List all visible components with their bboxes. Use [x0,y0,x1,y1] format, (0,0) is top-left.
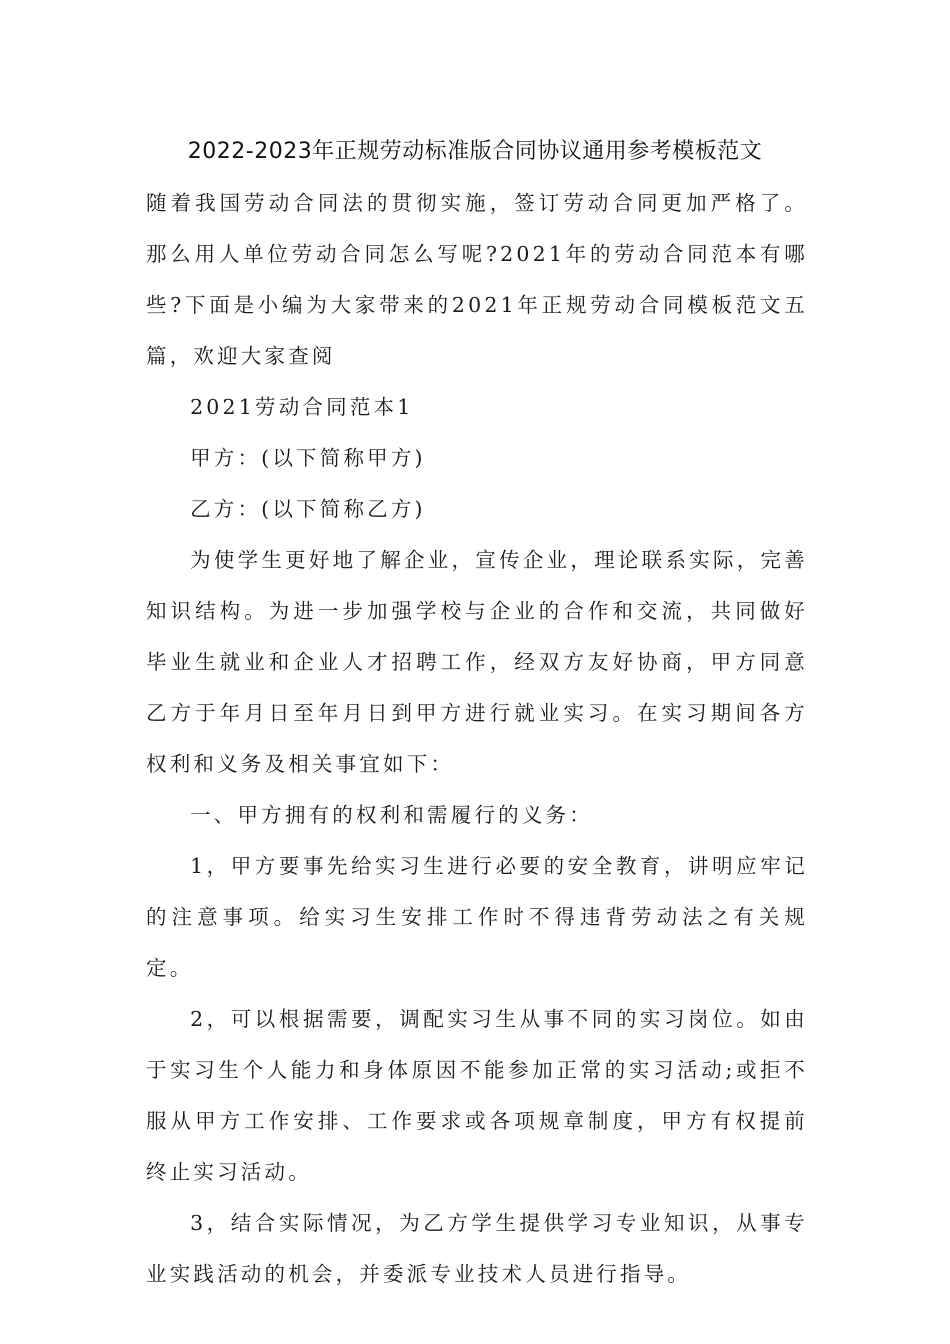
clause-2-paragraph: 2，可以根据需要，调配实习生从事不同的实习岗位。如由于实习生个人能力和身体原因不能参加正常的实习活动;或拒不服从甲方工作安排、工作要求或各项规章制度，甲方有权提前终止实习活动。 [146,1007,808,1184]
intro-paragraph: 随着我国劳动合同法的贯彻实施，签订劳动合同更加严格了。那么用人单位劳动合同怎么写呢?2021年的劳动合同范本有哪些?下面是小编为大家带来的2021年正规劳动合同模板范文五篇，欢迎大家查阅 [146,191,808,368]
section-heading: 2021劳动合同范本1 [190,395,414,419]
clause-3-paragraph: 3，结合实际情况，为乙方学生提供学习专业知识，从事专业实践活动的机会，并委派专业技术人员进行指导。 [146,1211,808,1286]
clause-1-paragraph: 1，甲方要事先给实习生进行必要的安全教育，讲明应牢记的注意事项。给实习生安排工作时不得违背劳动法之有关规定。 [146,854,808,980]
purpose-paragraph: 为使学生更好地了解企业，宣传企业，理论联系实际，完善知识结构。为进一步加强学校与企业的合作和交流，共同做好毕业生就业和企业人才招聘工作，经双方友好协商，甲方同意乙方于年月日至年月日到甲方进行就业实习。在实习期间各方权利和义务及相关事宜如下： [146,548,808,776]
document-body [146,178,808,1300]
clause-heading: 一、甲方拥有的权利和需履行的义务： [190,803,593,827]
party-a-line: 甲方：(以下简称甲方) [190,446,426,470]
party-b-line: 乙方：(以下简称乙方) [190,497,426,521]
document-title: 2022-2023年正规劳动标准版合同协议通用参考模板范文 [187,139,763,164]
